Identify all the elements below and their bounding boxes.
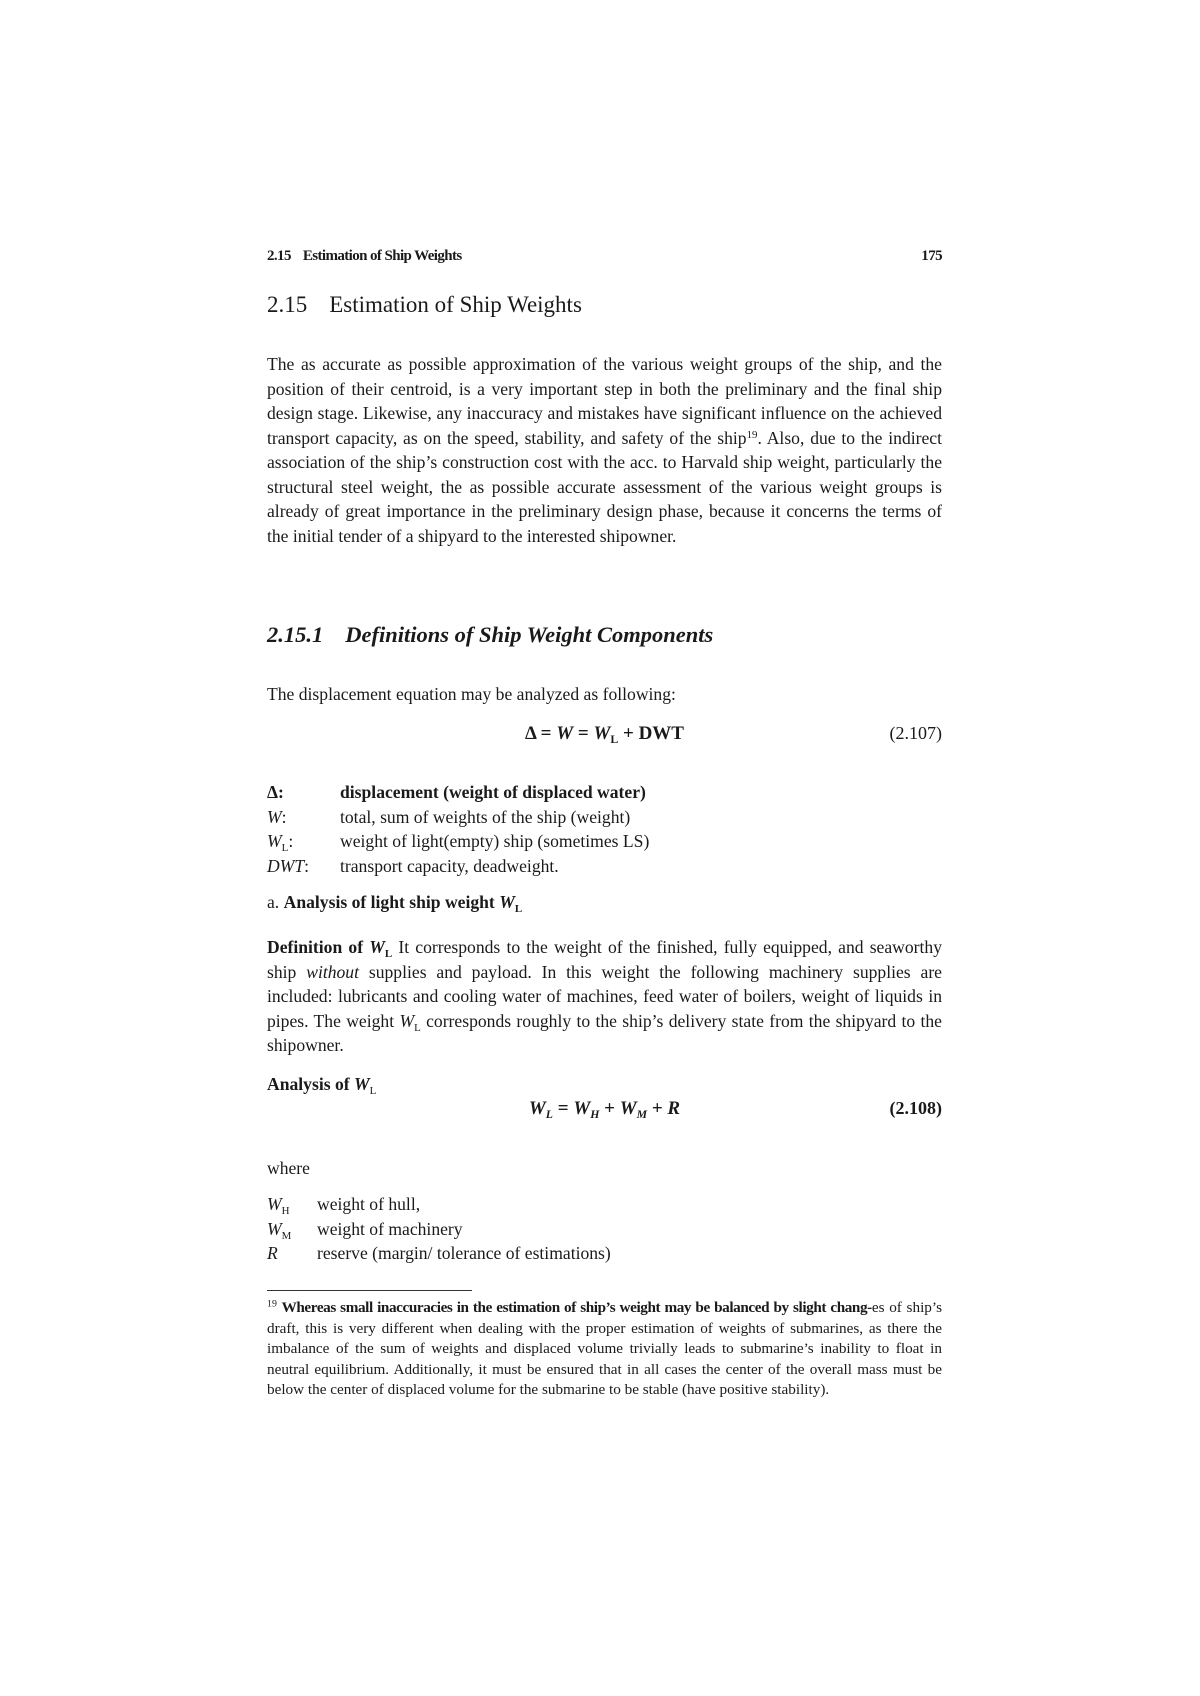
variable-row	[267, 1241, 942, 1266]
paragraph-text: supplies and payload. In this weight the following machinery supplies are included: lubricants and cooling water of machines, feed water of boilers, weight of liquids in pipes. The weight	[267, 961, 942, 1031]
eq-w: W	[556, 723, 574, 744]
variable-subscript: H	[281, 1204, 290, 1217]
term-symbol: DWT	[267, 855, 305, 876]
eq-r: R	[667, 1098, 681, 1119]
definition-term	[267, 780, 284, 805]
definition-row	[267, 805, 942, 830]
eq-plus: +	[618, 723, 639, 744]
term-symbol: W	[267, 831, 282, 851]
paragraph-text: It corresponds to the weight of the finished, fully equipped, and seaworthy ship	[267, 937, 943, 982]
book-page	[267, 0, 942, 1696]
variable-term	[267, 1241, 278, 1266]
definition-lead-var-sub: L	[384, 947, 393, 960]
variable-row	[267, 1217, 942, 1242]
analysis-wl-heading-text: Analysis of	[267, 1074, 350, 1094]
definition-description: weight of light(empty) ship (sometimes LS)	[340, 831, 650, 851]
footnote	[267, 1298, 942, 1401]
variable-description: weight of hull,	[317, 1194, 421, 1214]
subsection-title-text: Definitions of Ship Weight Components	[345, 622, 714, 647]
analysis-wl-var-sub: L	[369, 1084, 377, 1097]
displacement-intro: The displacement equation may be analyzed as following:	[267, 684, 676, 704]
footnote-text: es of ship’s draft, this is very different when dealing with the proper estimation of weights of submarines, as there the imbalance of the sum of weights and displaced volume trivially leads to submarine’s inability to float in neutral equilibrium. Additionally, it must be ensured that in all cases the center of the overall mass must be below the center of displaced volume for the submarine to be stable (have positive stability).	[267, 1299, 943, 1398]
equation-2-108	[267, 1098, 942, 1124]
definition-lead-text: Definition of	[267, 937, 364, 957]
variable-symbol: R	[267, 1243, 278, 1263]
subsection-title	[267, 622, 713, 648]
eq-plus: +	[647, 1098, 668, 1119]
analysis-var-sub: L	[514, 902, 523, 915]
section-title	[267, 292, 582, 318]
variable-row	[267, 1192, 942, 1217]
analysis-heading	[283, 892, 523, 915]
variable-description: reserve (margin/ tolerance of estimations)	[317, 1243, 611, 1263]
paragraph-intro-part1: The as accurate as possible approximation of the various weight groups of the ship, and the position of their centroid, is a very important step in both the preliminary and the final ship design stage. Likewise, any inaccuracy and mistakes have significant influence on the achieved transport capacity, as on the speed, stability, and safety of the ship	[267, 354, 942, 448]
analysis-var: W	[499, 892, 515, 912]
footnote-reference: 19	[746, 428, 758, 441]
definition-lead	[267, 937, 393, 960]
footnote-lead: Whereas small inaccuracies in the estimation of ship’s weight may be balanced by slight chang-	[281, 1299, 872, 1316]
paragraph-definition-wl	[267, 935, 942, 1058]
analysis-light-ship-heading	[267, 890, 522, 915]
equation-2-107-formula	[267, 723, 942, 745]
eq-equals: =	[535, 723, 557, 744]
definition-row	[267, 780, 942, 805]
eq-equals: =	[552, 1098, 574, 1119]
definition-row	[267, 829, 942, 854]
definition-description: total, sum of weights of the ship (weight)	[340, 806, 631, 827]
running-head-section	[267, 248, 462, 265]
definition-description: transport capacity, deadweight.	[340, 855, 559, 876]
variable-symbol: W	[267, 1218, 282, 1239]
term-symbol: Δ	[267, 782, 279, 802]
definition-term	[267, 854, 309, 879]
eq-wh-sub: H	[590, 1108, 600, 1122]
subsection-number: 2.15.1	[267, 622, 324, 647]
term-subscript: L	[281, 841, 289, 854]
section-title-text: Estimation of Ship Weights	[329, 292, 582, 317]
section-number: 2.15	[267, 292, 308, 317]
paragraph-text: corresponds roughly to the ship’s delivery state from the shipyard to the shipowner.	[267, 1010, 942, 1055]
analysis-wl-heading	[267, 1072, 376, 1097]
equation-number: (2.107)	[889, 723, 942, 743]
term-colon: :	[304, 855, 310, 876]
definition-lead-var: W	[369, 937, 385, 957]
footnote-mark: 19	[267, 1298, 277, 1310]
term-symbol: W	[267, 806, 282, 827]
definition-list	[267, 780, 942, 878]
definition-term	[267, 805, 287, 830]
eq-plus: +	[599, 1098, 620, 1119]
analysis-wl-var: W	[354, 1074, 370, 1094]
equation-2-107	[267, 723, 942, 749]
running-head-section-title: Estimation of Ship Weights	[302, 248, 462, 264]
eq-wh: W	[573, 1098, 591, 1119]
inline-var-sub: L	[414, 1021, 421, 1034]
paragraph-intro	[267, 352, 942, 548]
variable-symbol: W	[267, 1194, 282, 1214]
term-colon: :	[288, 831, 294, 851]
eq-wl: W	[593, 723, 611, 744]
where-label: where	[267, 1158, 310, 1178]
variable-list	[267, 1192, 942, 1266]
eq-dwt: DWT	[638, 723, 684, 744]
eq-wm: W	[619, 1098, 637, 1119]
running-head-section-number: 2.15	[267, 248, 291, 264]
variable-term	[267, 1192, 290, 1217]
emphasis-text: without	[306, 961, 359, 982]
eq-wl-sub: L	[610, 733, 619, 747]
equation-2-108-formula	[267, 1098, 942, 1120]
eq-wm-sub: M	[636, 1108, 648, 1122]
term-colon: :	[281, 806, 287, 827]
analysis-heading-text: Analysis of light ship weight	[283, 892, 495, 912]
term-colon: :	[278, 782, 284, 802]
variable-subscript: M	[281, 1229, 292, 1242]
eq-wl-sub: L	[545, 1108, 553, 1122]
definition-term	[267, 829, 293, 854]
definition-row	[267, 854, 942, 879]
variable-description: weight of machinery	[317, 1218, 463, 1239]
list-label: a.	[267, 892, 280, 912]
eq-delta: Δ	[525, 723, 536, 744]
inline-var: W	[399, 1010, 415, 1031]
definition-description: displacement (weight of displaced water)	[340, 782, 646, 802]
page-number: 175	[921, 248, 942, 264]
footnote-separator	[267, 1290, 472, 1291]
variable-term	[267, 1217, 291, 1242]
eq-wl: W	[528, 1098, 546, 1119]
paragraph-intro-part2: . Also, due to the indirect association of the ship’s construction cost with the acc. to Harvald ship weight, particularly the structural steel weight, the as possible accurate assessment of the various weight groups is already of great importance in the preliminary design phase, because it concerns the terms of the initial tender of a shipyard to the interested shipowner.	[267, 427, 942, 546]
eq-equals: =	[573, 723, 594, 744]
equation-number: (2.108)	[889, 1098, 942, 1118]
